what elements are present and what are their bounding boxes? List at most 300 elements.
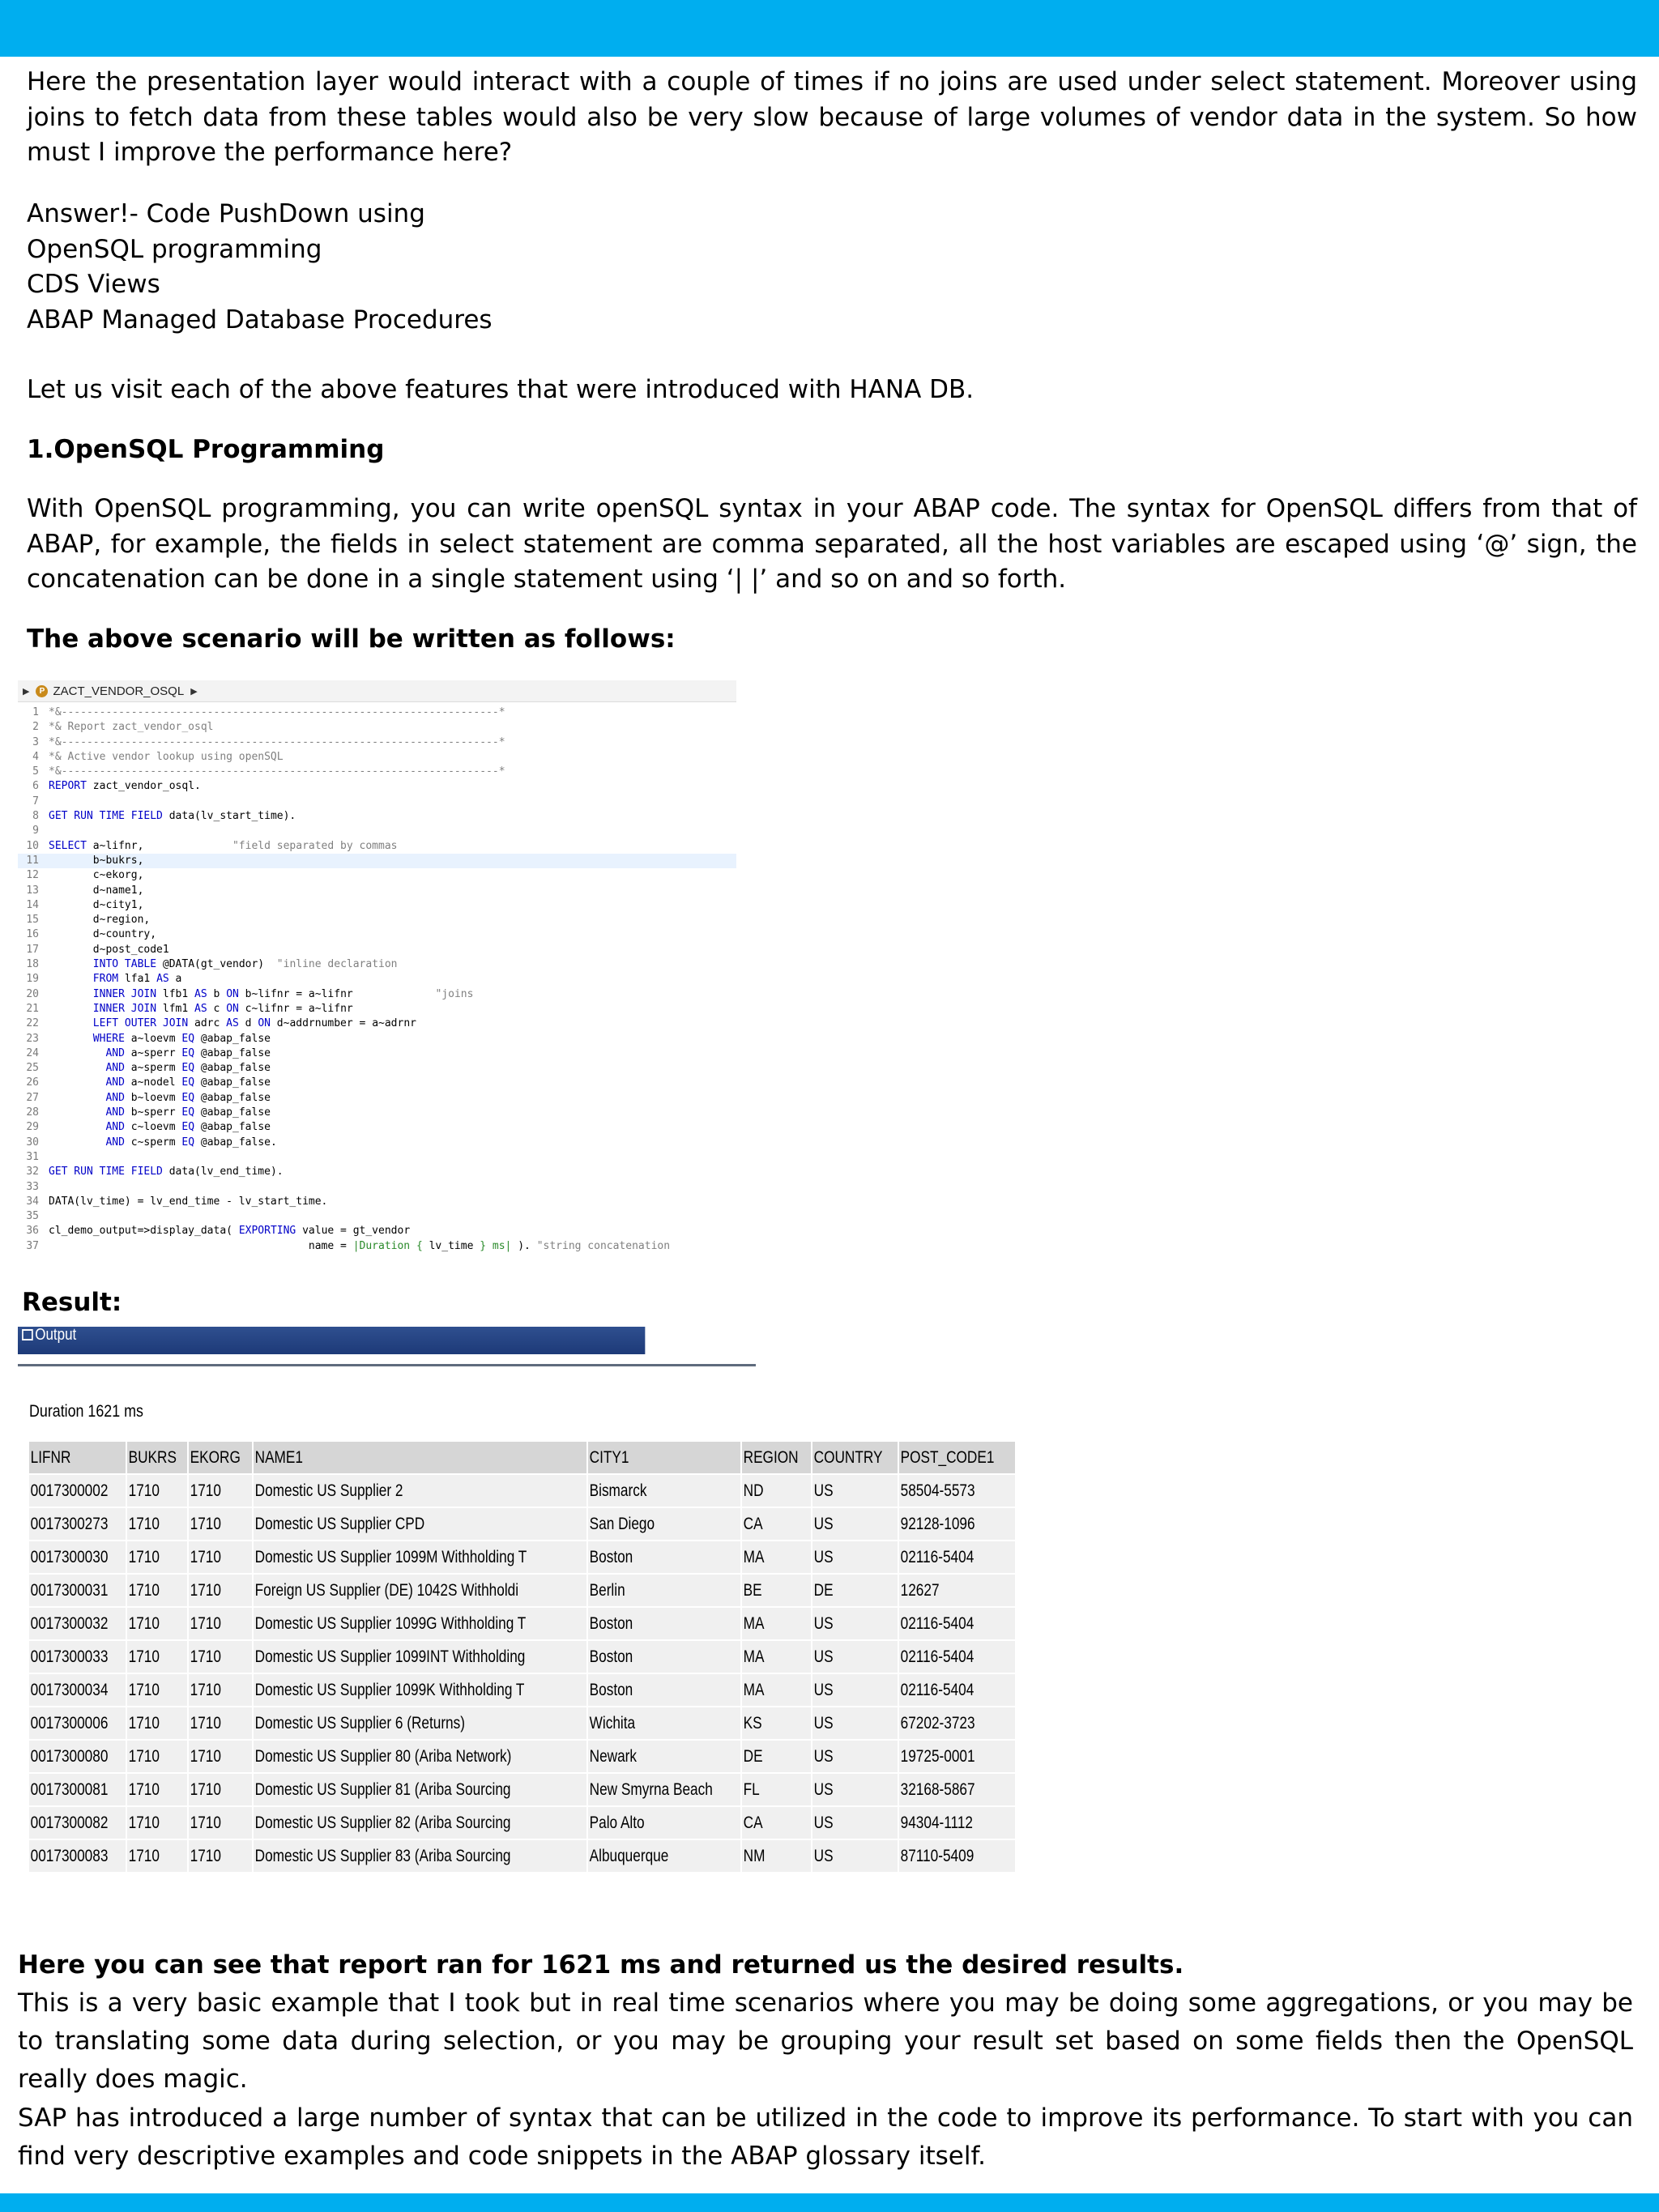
table-cell bbox=[742, 1774, 811, 1805]
cell-text: 1710 bbox=[128, 1779, 160, 1799]
output-titlebar bbox=[18, 1327, 645, 1354]
cell-text: Domestic US Supplier 6 (Returns) bbox=[254, 1713, 466, 1733]
code-text: *&---------------------------------------------------------------------* bbox=[49, 706, 505, 718]
cell-text: 1710 bbox=[128, 1613, 160, 1633]
line-number: 20 bbox=[26, 987, 39, 1000]
cell-text: 1710 bbox=[190, 1713, 222, 1733]
line-number: 4 bbox=[32, 750, 39, 763]
table-row bbox=[29, 1807, 1015, 1839]
code-line bbox=[18, 1046, 736, 1061]
table-cell bbox=[812, 1774, 898, 1805]
code-line bbox=[18, 1061, 736, 1076]
cell-text: 1710 bbox=[128, 1846, 160, 1865]
line-number: 7 bbox=[32, 795, 39, 808]
cell-text: Boston bbox=[589, 1647, 633, 1666]
table-cell bbox=[588, 1641, 740, 1673]
code-line bbox=[18, 1032, 736, 1046]
cell-text: 1710 bbox=[190, 1779, 222, 1799]
table-cell bbox=[254, 1541, 586, 1573]
cell-text: 0017300273 bbox=[30, 1514, 109, 1533]
column-header bbox=[127, 1442, 187, 1473]
result-label: Result: bbox=[22, 1288, 122, 1317]
cell-text: 0017300032 bbox=[30, 1613, 109, 1633]
cell-text: Domestic US Supplier 1099G Withholding T bbox=[254, 1613, 527, 1633]
table-cell bbox=[127, 1674, 187, 1706]
cell-text: 1710 bbox=[128, 1813, 160, 1832]
table-cell bbox=[742, 1807, 811, 1839]
table-cell bbox=[812, 1840, 898, 1872]
cell-text: 0017300030 bbox=[30, 1547, 109, 1566]
cell-text: US bbox=[813, 1680, 834, 1699]
table-cell bbox=[812, 1475, 898, 1507]
cell-text: 0017300006 bbox=[30, 1713, 109, 1733]
code-text: AND a~sperm EQ @abap_false bbox=[105, 1062, 271, 1075]
code-line bbox=[18, 1195, 736, 1209]
cell-text: 1710 bbox=[190, 1514, 222, 1533]
table-row bbox=[29, 1774, 1015, 1805]
cell-text: Domestic US Supplier 81 (Ariba Sourcing bbox=[254, 1779, 511, 1799]
line-number: 19 bbox=[26, 973, 39, 986]
cell-text: Newark bbox=[589, 1746, 638, 1766]
cell-text: 0017300080 bbox=[30, 1746, 109, 1766]
code-text: REPORT zact_vendor_osql. bbox=[49, 780, 201, 793]
table-cell bbox=[899, 1774, 1015, 1805]
cell-text: 19725-0001 bbox=[900, 1746, 975, 1766]
table-cell bbox=[742, 1475, 811, 1507]
code-line bbox=[18, 854, 736, 868]
code-line bbox=[18, 987, 736, 1002]
cell-text: 32168-5867 bbox=[900, 1779, 975, 1799]
table-row bbox=[29, 1508, 1015, 1540]
cell-text: Boston bbox=[589, 1680, 633, 1699]
table-cell bbox=[742, 1541, 811, 1573]
table-cell bbox=[127, 1641, 187, 1673]
cell-text: Domestic US Supplier CPD bbox=[254, 1514, 425, 1533]
table-cell bbox=[254, 1608, 586, 1639]
line-number: 21 bbox=[26, 1002, 39, 1015]
code-text: LEFT OUTER JOIN adrc AS d ON d~addrnumber = a~adrnr bbox=[92, 1017, 416, 1030]
code-line bbox=[18, 735, 736, 750]
table-cell bbox=[29, 1774, 126, 1805]
table-row bbox=[29, 1541, 1015, 1573]
table-cell bbox=[189, 1608, 252, 1639]
table-row bbox=[29, 1840, 1015, 1872]
code-text: AND a~nodel EQ @abap_false bbox=[105, 1076, 271, 1089]
answer-line: Answer!- Code PushDown using bbox=[27, 199, 425, 228]
line-number: 5 bbox=[32, 765, 39, 778]
column-header bbox=[899, 1442, 1015, 1473]
table-cell bbox=[588, 1840, 740, 1872]
cell-text: 02116-5404 bbox=[900, 1613, 975, 1633]
line-number: 22 bbox=[26, 1017, 39, 1030]
cell-text: US bbox=[813, 1514, 834, 1533]
line-number: 36 bbox=[26, 1225, 39, 1238]
table-cell bbox=[588, 1707, 740, 1739]
table-cell bbox=[899, 1807, 1015, 1839]
table-cell bbox=[127, 1508, 187, 1540]
closing-paragraph: SAP has introduced a large number of syntax that can be utilized in the code to improve its performance. To start with you can find very descriptive examples and code snippets in the ABAP glossary itself. bbox=[18, 2103, 1633, 2171]
table-cell bbox=[29, 1475, 126, 1507]
code-text: AND c~sperm EQ @abap_false. bbox=[105, 1136, 277, 1149]
code-line bbox=[18, 839, 736, 854]
cell-text: 1710 bbox=[190, 1613, 222, 1633]
table-cell bbox=[29, 1508, 126, 1540]
cell-text: Boston bbox=[589, 1547, 633, 1566]
table-cell bbox=[189, 1707, 252, 1739]
cell-text: 94304-1112 bbox=[900, 1813, 974, 1832]
output-screenshot bbox=[18, 1326, 995, 1886]
table-cell bbox=[29, 1541, 126, 1573]
code-text: *&---------------------------------------------------------------------* bbox=[49, 735, 505, 748]
cell-text: Bismarck bbox=[589, 1481, 647, 1500]
cell-text: New Smyrna Beach bbox=[589, 1779, 714, 1799]
cell-text: Berlin bbox=[589, 1580, 625, 1600]
table-cell bbox=[588, 1575, 740, 1606]
code-line bbox=[18, 795, 736, 809]
code-text: AND a~sperr EQ @abap_false bbox=[105, 1046, 271, 1059]
answer-list bbox=[27, 197, 1637, 338]
line-number: 17 bbox=[26, 943, 39, 956]
table-cell bbox=[588, 1741, 740, 1772]
abap-program-icon: P bbox=[36, 685, 48, 697]
cell-text: MA bbox=[743, 1680, 765, 1699]
table-cell bbox=[254, 1807, 586, 1839]
cell-text: US bbox=[813, 1813, 834, 1832]
table-row bbox=[29, 1641, 1015, 1673]
table-cell bbox=[899, 1508, 1015, 1540]
code-text: *& Report zact_vendor_osql bbox=[49, 721, 214, 734]
code-text: d~country, bbox=[49, 928, 157, 941]
cell-text: 1710 bbox=[128, 1580, 160, 1600]
code-line bbox=[18, 1224, 736, 1238]
breadcrumb-arrow-icon: ▶ bbox=[190, 686, 198, 697]
code-text: INNER JOIN lfm1 AS c ON c~lifnr = a~lifnr bbox=[92, 1002, 353, 1015]
line-number: 14 bbox=[26, 898, 39, 911]
code-text: d~region, bbox=[49, 914, 151, 927]
table-cell bbox=[127, 1475, 187, 1507]
cell-text: 87110-5409 bbox=[900, 1846, 975, 1865]
cell-text: US bbox=[813, 1547, 834, 1566]
table-cell bbox=[254, 1774, 586, 1805]
cell-text: 1710 bbox=[190, 1813, 222, 1832]
code-line bbox=[18, 868, 736, 883]
cell-text: US bbox=[813, 1613, 834, 1633]
line-number: 1 bbox=[32, 706, 39, 718]
table-cell bbox=[127, 1807, 187, 1839]
cell-text: 1710 bbox=[128, 1547, 160, 1566]
line-number: 8 bbox=[32, 810, 39, 823]
code-text: AND c~loevm EQ @abap_false bbox=[105, 1121, 271, 1134]
line-number: 12 bbox=[26, 869, 39, 882]
table-cell bbox=[588, 1674, 740, 1706]
column-header bbox=[742, 1442, 811, 1473]
cell-text: DE bbox=[743, 1746, 763, 1766]
table-cell bbox=[812, 1707, 898, 1739]
table-cell bbox=[588, 1774, 740, 1805]
code-text: AND b~loevm EQ @abap_false bbox=[105, 1091, 271, 1104]
table-cell bbox=[189, 1575, 252, 1606]
column-header-label: CITY1 bbox=[589, 1447, 629, 1467]
table-row bbox=[29, 1707, 1015, 1739]
code-text: DATA(lv_time) = lv_end_time - lv_start_time. bbox=[49, 1195, 328, 1208]
table-cell bbox=[588, 1541, 740, 1573]
cell-text: 1710 bbox=[190, 1580, 222, 1600]
code-text: d~city1, bbox=[49, 898, 144, 911]
table-cell bbox=[189, 1741, 252, 1772]
table-cell bbox=[29, 1575, 126, 1606]
scenario-heading: The above scenario will be written as follows: bbox=[27, 624, 676, 654]
table-cell bbox=[29, 1608, 126, 1639]
cell-text: ND bbox=[743, 1481, 764, 1500]
cell-text: 1710 bbox=[190, 1547, 222, 1566]
cell-text: 1710 bbox=[128, 1481, 160, 1500]
table-cell bbox=[189, 1541, 252, 1573]
table-cell bbox=[29, 1741, 126, 1772]
line-number: 27 bbox=[26, 1091, 39, 1104]
expand-arrow-icon: ▶ bbox=[23, 686, 30, 697]
column-header bbox=[189, 1442, 252, 1473]
table-cell bbox=[899, 1475, 1015, 1507]
code-line bbox=[18, 927, 736, 942]
code-line bbox=[18, 705, 736, 720]
cell-text: US bbox=[813, 1481, 834, 1500]
code-text: WHERE a~loevm EQ @abap_false bbox=[92, 1032, 271, 1045]
cell-text: DE bbox=[813, 1580, 834, 1600]
cell-text: Palo Alto bbox=[589, 1813, 645, 1832]
cell-text: US bbox=[813, 1647, 834, 1666]
table-cell bbox=[742, 1575, 811, 1606]
table-cell bbox=[812, 1608, 898, 1639]
visit-paragraph: Let us visit each of the above features that were introduced with HANA DB. bbox=[27, 375, 975, 404]
table-cell bbox=[899, 1575, 1015, 1606]
line-number: 35 bbox=[26, 1210, 39, 1223]
code-text: b~bukrs, bbox=[49, 854, 144, 867]
column-header-label: BUKRS bbox=[128, 1447, 177, 1467]
table-cell bbox=[254, 1741, 586, 1772]
line-number: 33 bbox=[26, 1180, 39, 1193]
cell-text: CA bbox=[743, 1514, 763, 1533]
code-line bbox=[18, 1002, 736, 1016]
cell-text: 92128-1096 bbox=[900, 1514, 975, 1533]
cell-text: MA bbox=[743, 1547, 765, 1566]
code-line bbox=[18, 1209, 736, 1224]
table-cell bbox=[742, 1674, 811, 1706]
line-number: 9 bbox=[32, 825, 39, 837]
table-cell bbox=[812, 1508, 898, 1540]
cell-text: Domestic US Supplier 1099M Withholding T bbox=[254, 1547, 527, 1566]
line-number: 18 bbox=[26, 958, 39, 971]
table-cell bbox=[812, 1541, 898, 1573]
cell-text: Domestic US Supplier 2 bbox=[254, 1481, 403, 1500]
line-number: 32 bbox=[26, 1166, 39, 1178]
table-cell bbox=[254, 1674, 586, 1706]
output-table bbox=[28, 1440, 1017, 1873]
cell-text: KS bbox=[743, 1713, 762, 1733]
cell-text: 0017300083 bbox=[30, 1846, 109, 1865]
code-line bbox=[18, 957, 736, 972]
column-header-label: EKORG bbox=[190, 1447, 241, 1467]
table-cell bbox=[29, 1641, 126, 1673]
table-cell bbox=[189, 1641, 252, 1673]
cell-text: MA bbox=[743, 1613, 765, 1633]
table-cell bbox=[127, 1608, 187, 1639]
line-number: 29 bbox=[26, 1121, 39, 1134]
cell-text: NM bbox=[743, 1846, 766, 1865]
table-cell bbox=[254, 1840, 586, 1872]
table-cell bbox=[742, 1608, 811, 1639]
table-cell bbox=[29, 1840, 126, 1872]
code-text: c~ekorg, bbox=[49, 869, 144, 882]
table-cell bbox=[189, 1807, 252, 1839]
table-cell bbox=[899, 1741, 1015, 1772]
code-line bbox=[18, 1120, 736, 1135]
line-number: 3 bbox=[32, 735, 39, 748]
code-lines bbox=[18, 705, 736, 1254]
cell-text: Boston bbox=[589, 1613, 633, 1633]
table-cell bbox=[812, 1575, 898, 1606]
cell-text: 0017300081 bbox=[30, 1779, 109, 1799]
section-paragraph: With OpenSQL programming, you can write openSQL syntax in your ABAP code. The syntax for OpenSQL differs from that of ABAP, for example, the fields in select statement are comma separated, all the host variables are escaped using ‘@’ sign, the concatenation can be done in a single statement using ‘| |’ and so on and so forth. bbox=[27, 494, 1637, 594]
cell-text: 1710 bbox=[190, 1846, 222, 1865]
code-line bbox=[18, 1016, 736, 1031]
code-line bbox=[18, 884, 736, 898]
cell-text: 58504-5573 bbox=[900, 1481, 975, 1500]
code-line bbox=[18, 720, 736, 735]
table-cell bbox=[588, 1807, 740, 1839]
cell-text: Domestic US Supplier 1099INT Withholding bbox=[254, 1647, 526, 1666]
table-cell bbox=[742, 1508, 811, 1540]
line-number: 16 bbox=[26, 928, 39, 941]
table-cell bbox=[127, 1774, 187, 1805]
cell-text: Domestic US Supplier 83 (Ariba Sourcing bbox=[254, 1846, 511, 1865]
cell-text: US bbox=[813, 1846, 834, 1865]
table-cell bbox=[899, 1541, 1015, 1573]
code-line bbox=[18, 898, 736, 913]
output-window-title: Output bbox=[35, 1326, 77, 1344]
code-line bbox=[18, 1180, 736, 1195]
cell-text: Wichita bbox=[589, 1713, 636, 1733]
answer-line: OpenSQL programming bbox=[27, 234, 322, 264]
code-line bbox=[18, 1150, 736, 1165]
code-text: d~post_code1 bbox=[49, 943, 169, 956]
cell-text: 1710 bbox=[128, 1514, 160, 1533]
code-text: FROM lfa1 AS a bbox=[92, 973, 182, 986]
line-number: 6 bbox=[32, 780, 39, 793]
cell-text: 1710 bbox=[128, 1746, 160, 1766]
cell-text: 12627 bbox=[900, 1580, 940, 1600]
table-header-row bbox=[29, 1442, 1015, 1473]
table-cell bbox=[29, 1807, 126, 1839]
code-line bbox=[18, 1239, 736, 1254]
column-header-label: POST_CODE1 bbox=[900, 1447, 995, 1467]
conclusion-heading: Here you can see that report ran for 1621 ms and returned us the desired results. bbox=[18, 1950, 1184, 1980]
column-header bbox=[29, 1442, 126, 1473]
cell-text: US bbox=[813, 1746, 834, 1766]
table-cell bbox=[899, 1674, 1015, 1706]
cell-text: 1710 bbox=[128, 1647, 160, 1666]
code-line bbox=[18, 750, 736, 765]
table-cell bbox=[812, 1641, 898, 1673]
cell-text: Albuquerque bbox=[589, 1846, 669, 1865]
code-text: SELECT a~lifnr, "field separated by commas bbox=[49, 839, 398, 852]
line-number: 24 bbox=[26, 1046, 39, 1059]
table-row bbox=[29, 1475, 1015, 1507]
cell-text: 0017300082 bbox=[30, 1813, 109, 1832]
code-line bbox=[18, 943, 736, 957]
code-text: d~name1, bbox=[49, 884, 144, 897]
table-cell bbox=[899, 1608, 1015, 1639]
code-text: AND b~sperr EQ @abap_false bbox=[105, 1106, 271, 1119]
code-line bbox=[18, 1076, 736, 1090]
table-cell bbox=[254, 1641, 586, 1673]
cell-text: US bbox=[813, 1779, 834, 1799]
code-text: *&---------------------------------------------------------------------* bbox=[49, 765, 505, 778]
column-header bbox=[812, 1442, 898, 1473]
cell-text: 1710 bbox=[128, 1713, 160, 1733]
cell-text: Foreign US Supplier (DE) 1042S Withholdi bbox=[254, 1580, 519, 1600]
table-row bbox=[29, 1741, 1015, 1772]
code-text: GET RUN TIME FIELD data(lv_end_time). bbox=[49, 1166, 284, 1178]
table-cell bbox=[588, 1508, 740, 1540]
table-cell bbox=[127, 1541, 187, 1573]
table-cell bbox=[742, 1840, 811, 1872]
line-number: 28 bbox=[26, 1106, 39, 1119]
line-number: 10 bbox=[26, 839, 39, 852]
code-text: cl_demo_output=>display_data( EXPORTING value = gt_vendor bbox=[49, 1225, 411, 1238]
table-cell bbox=[899, 1641, 1015, 1673]
table-cell bbox=[189, 1475, 252, 1507]
cell-text: BE bbox=[743, 1580, 762, 1600]
column-header bbox=[254, 1442, 586, 1473]
output-window-icon bbox=[22, 1329, 33, 1340]
table-cell bbox=[899, 1707, 1015, 1739]
code-line bbox=[18, 972, 736, 987]
output-duration: Duration 1621 ms bbox=[29, 1402, 143, 1421]
line-number: 23 bbox=[26, 1032, 39, 1045]
cell-text: 02116-5404 bbox=[900, 1547, 975, 1566]
column-header-label: LIFNR bbox=[30, 1447, 71, 1467]
table-cell bbox=[127, 1707, 187, 1739]
code-line bbox=[18, 779, 736, 794]
table-cell bbox=[127, 1840, 187, 1872]
cell-text: 0017300033 bbox=[30, 1647, 109, 1666]
line-number: 13 bbox=[26, 884, 39, 897]
table-row bbox=[29, 1674, 1015, 1706]
code-line bbox=[18, 1165, 736, 1179]
table-cell bbox=[742, 1641, 811, 1673]
code-text: INTO TABLE @DATA(gt_vendor) "inline declaration bbox=[92, 958, 398, 971]
answer-line: CDS Views bbox=[27, 270, 160, 299]
code-line bbox=[18, 1136, 736, 1150]
code-text: name = |Duration { lv_time } ms| ). "string concatenation bbox=[49, 1239, 671, 1252]
table-cell bbox=[189, 1840, 252, 1872]
column-header bbox=[588, 1442, 740, 1473]
column-header-label: NAME1 bbox=[254, 1447, 303, 1467]
code-line bbox=[18, 1091, 736, 1106]
cell-text: 1710 bbox=[190, 1481, 222, 1500]
line-number: 31 bbox=[26, 1150, 39, 1163]
code-editor-screenshot bbox=[18, 680, 736, 1257]
output-separator bbox=[18, 1354, 756, 1366]
intro-paragraph: Here the presentation layer would interact with a couple of times if no joins are used under select statement. Moreover using joins to fetch data from these tables would also be very slow because of large volumes of vendor data in the system. So how must I improve the performance here? bbox=[27, 67, 1637, 167]
editor-tab-bar bbox=[18, 680, 736, 702]
table-cell bbox=[189, 1774, 252, 1805]
line-number: 25 bbox=[26, 1062, 39, 1075]
line-number: 11 bbox=[26, 854, 39, 867]
code-line bbox=[18, 809, 736, 824]
cell-text: US bbox=[813, 1713, 834, 1733]
editor-tab-label: ZACT_VENDOR_OSQL bbox=[53, 684, 185, 698]
